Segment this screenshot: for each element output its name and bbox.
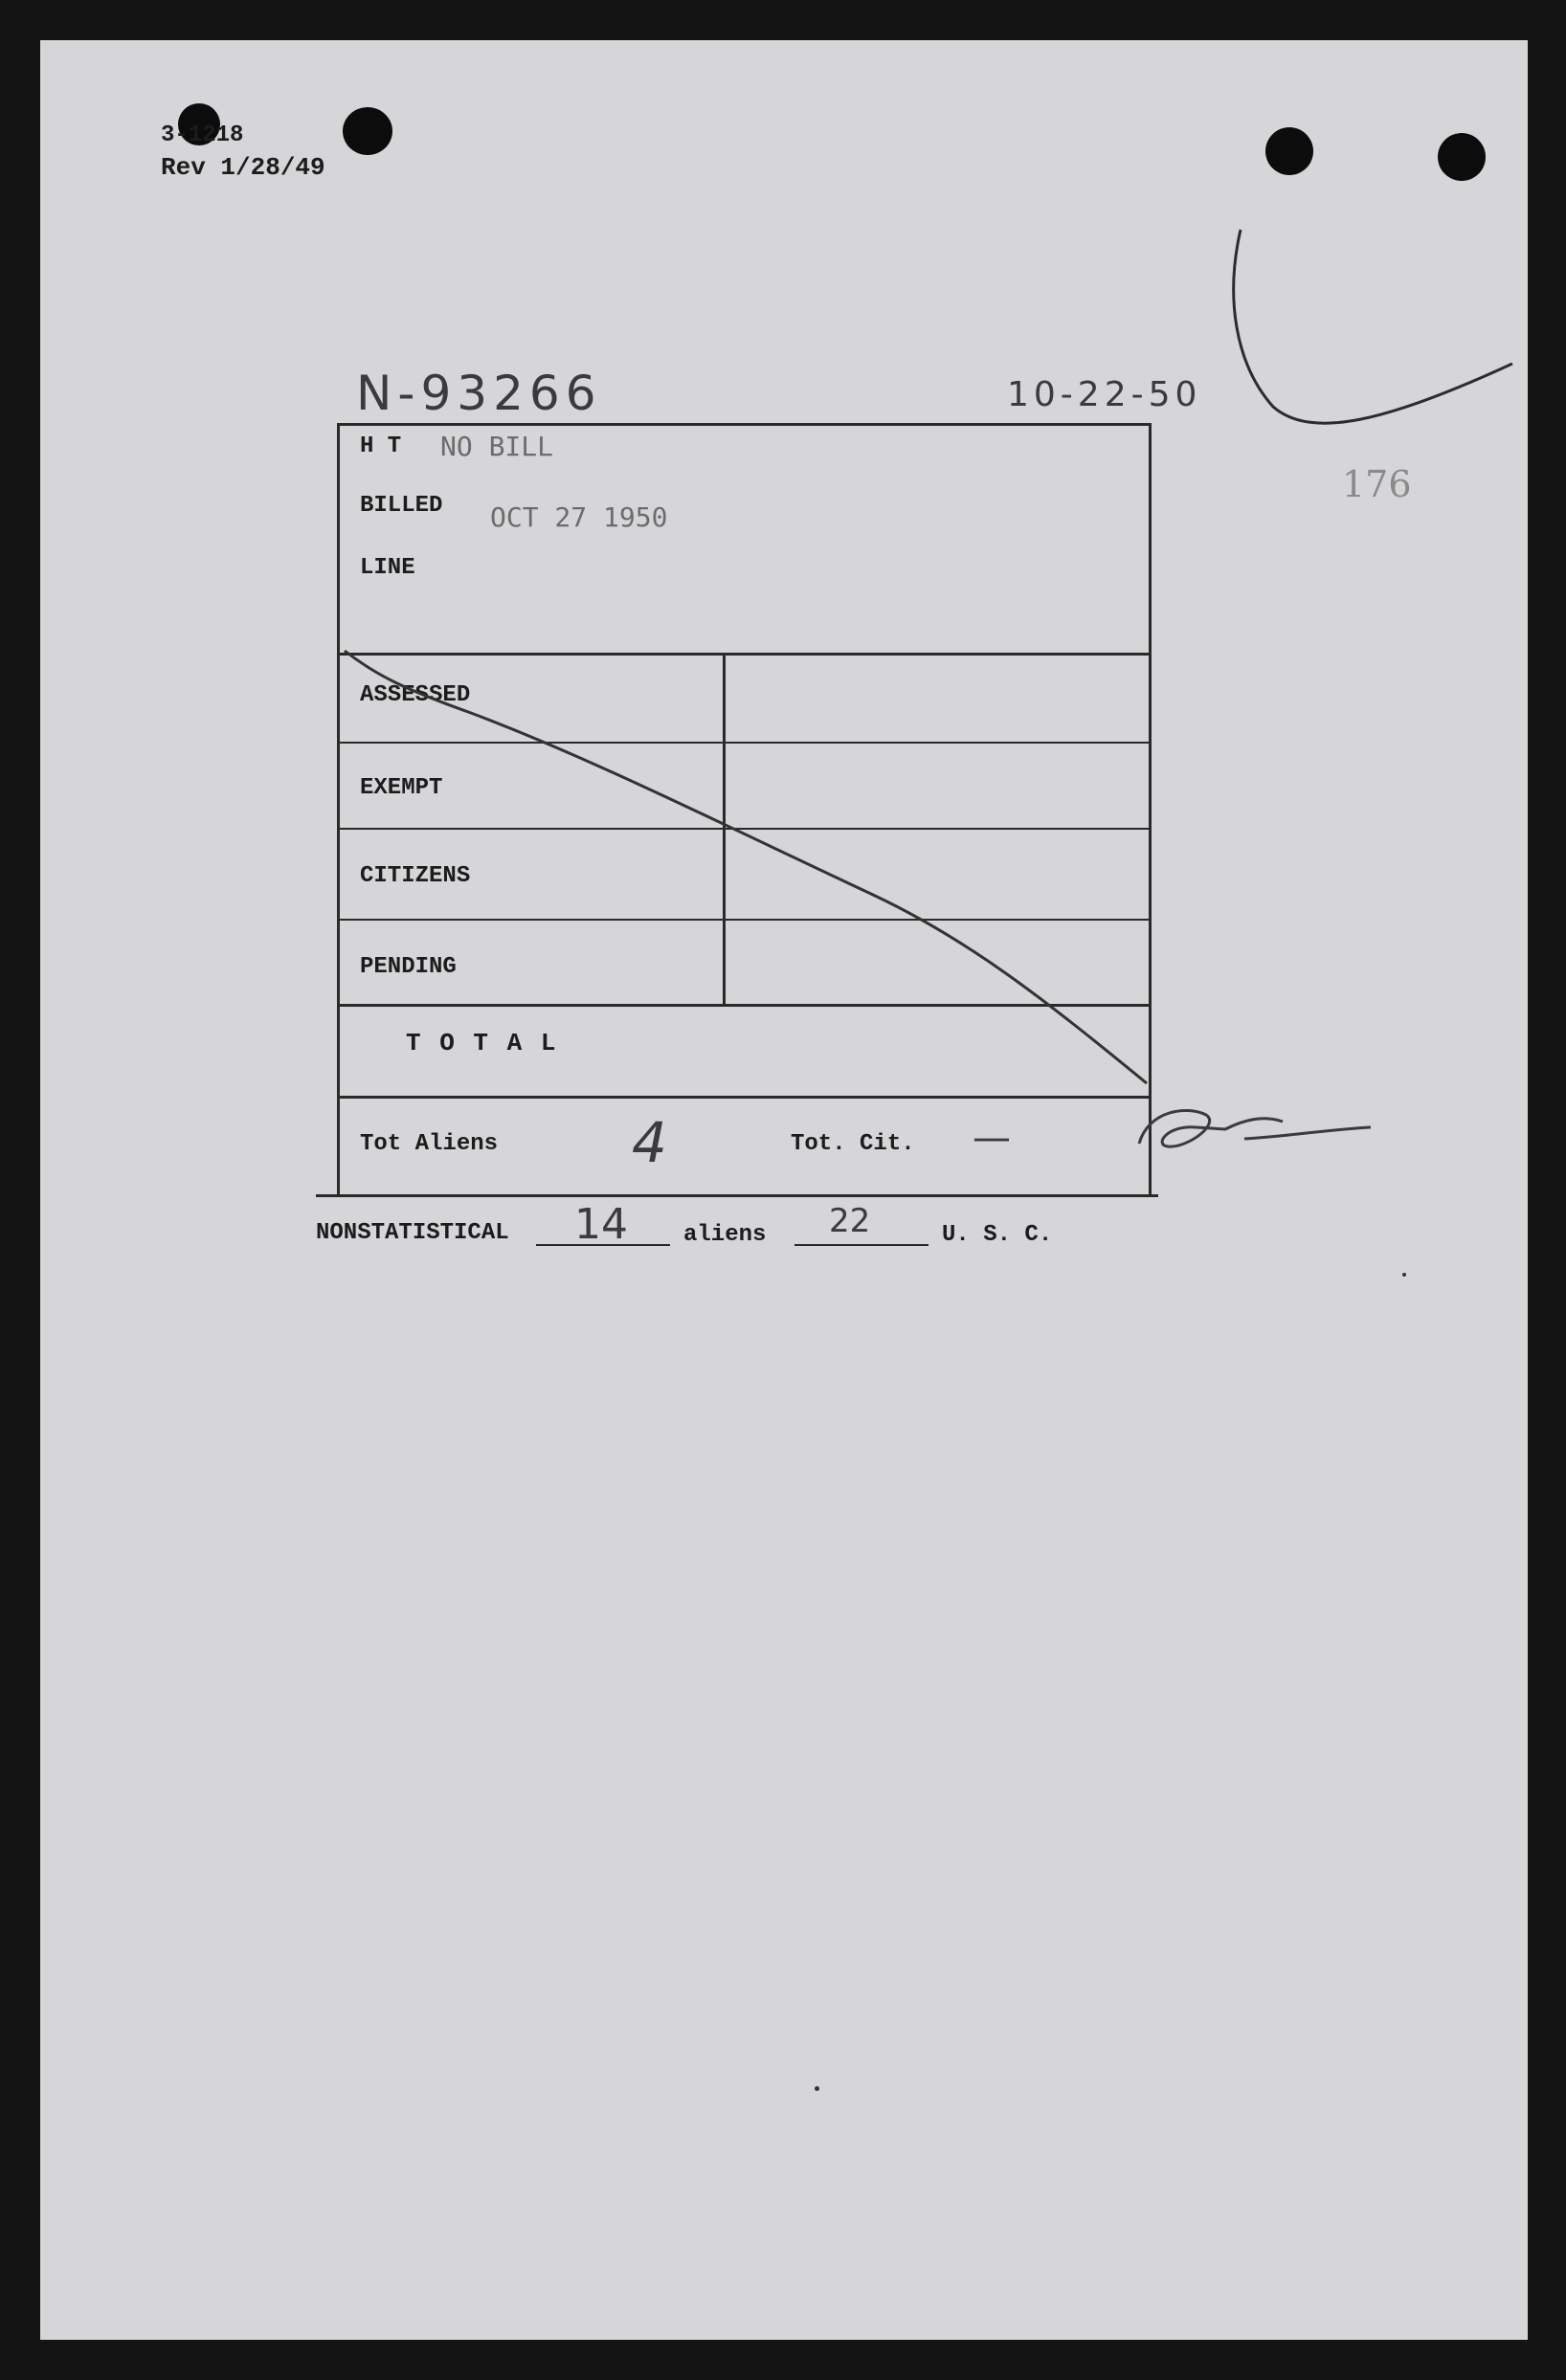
form-top-border	[337, 423, 1152, 426]
form-bottom-border	[316, 1194, 1158, 1197]
nonstatistical-aliens-value: 14	[574, 1200, 628, 1249]
aliens-label: aliens	[683, 1222, 767, 1248]
nonstatistical-label: NONSTATISTICAL	[316, 1220, 509, 1246]
tot-aliens-value: 4	[632, 1110, 667, 1175]
assessed-label: ASSESSED	[360, 682, 471, 708]
tot-cit-value: —	[973, 1116, 1011, 1160]
initials-signature	[1130, 1101, 1378, 1168]
nonstatistical-usc-value: 22	[829, 1202, 871, 1240]
row-divider	[337, 1096, 1152, 1099]
punch-hole	[1265, 127, 1313, 175]
line-label: LINE	[360, 555, 415, 581]
ht-label: H T	[360, 434, 402, 459]
billed-label: BILLED	[360, 493, 443, 519]
speck	[815, 2086, 819, 2091]
usc-label: U. S. C.	[942, 1222, 1053, 1248]
punch-hole	[1438, 133, 1486, 181]
page-number: 176	[1342, 463, 1412, 505]
ht-stamp: NO BILL	[440, 431, 554, 462]
usc-underline	[794, 1244, 928, 1246]
form-number: 3-1218	[161, 122, 244, 148]
total-label: T O T A L	[406, 1029, 558, 1057]
strike-line	[337, 641, 1160, 1091]
billed-stamp: OCT 27 1950	[490, 501, 668, 533]
handwritten-date: 10-22-50	[1007, 375, 1202, 414]
file-number: N-93266	[356, 366, 602, 421]
form-revision: Rev 1/28/49	[161, 153, 325, 182]
speck	[1402, 1273, 1406, 1277]
citizens-label: CITIZENS	[360, 863, 471, 889]
pending-label: PENDING	[360, 954, 457, 980]
tot-aliens-label: Tot Aliens	[360, 1131, 499, 1157]
punch-hole	[343, 107, 392, 155]
tot-cit-label: Tot. Cit.	[791, 1131, 915, 1157]
corner-mark	[1206, 220, 1522, 450]
exempt-label: EXEMPT	[360, 775, 443, 801]
